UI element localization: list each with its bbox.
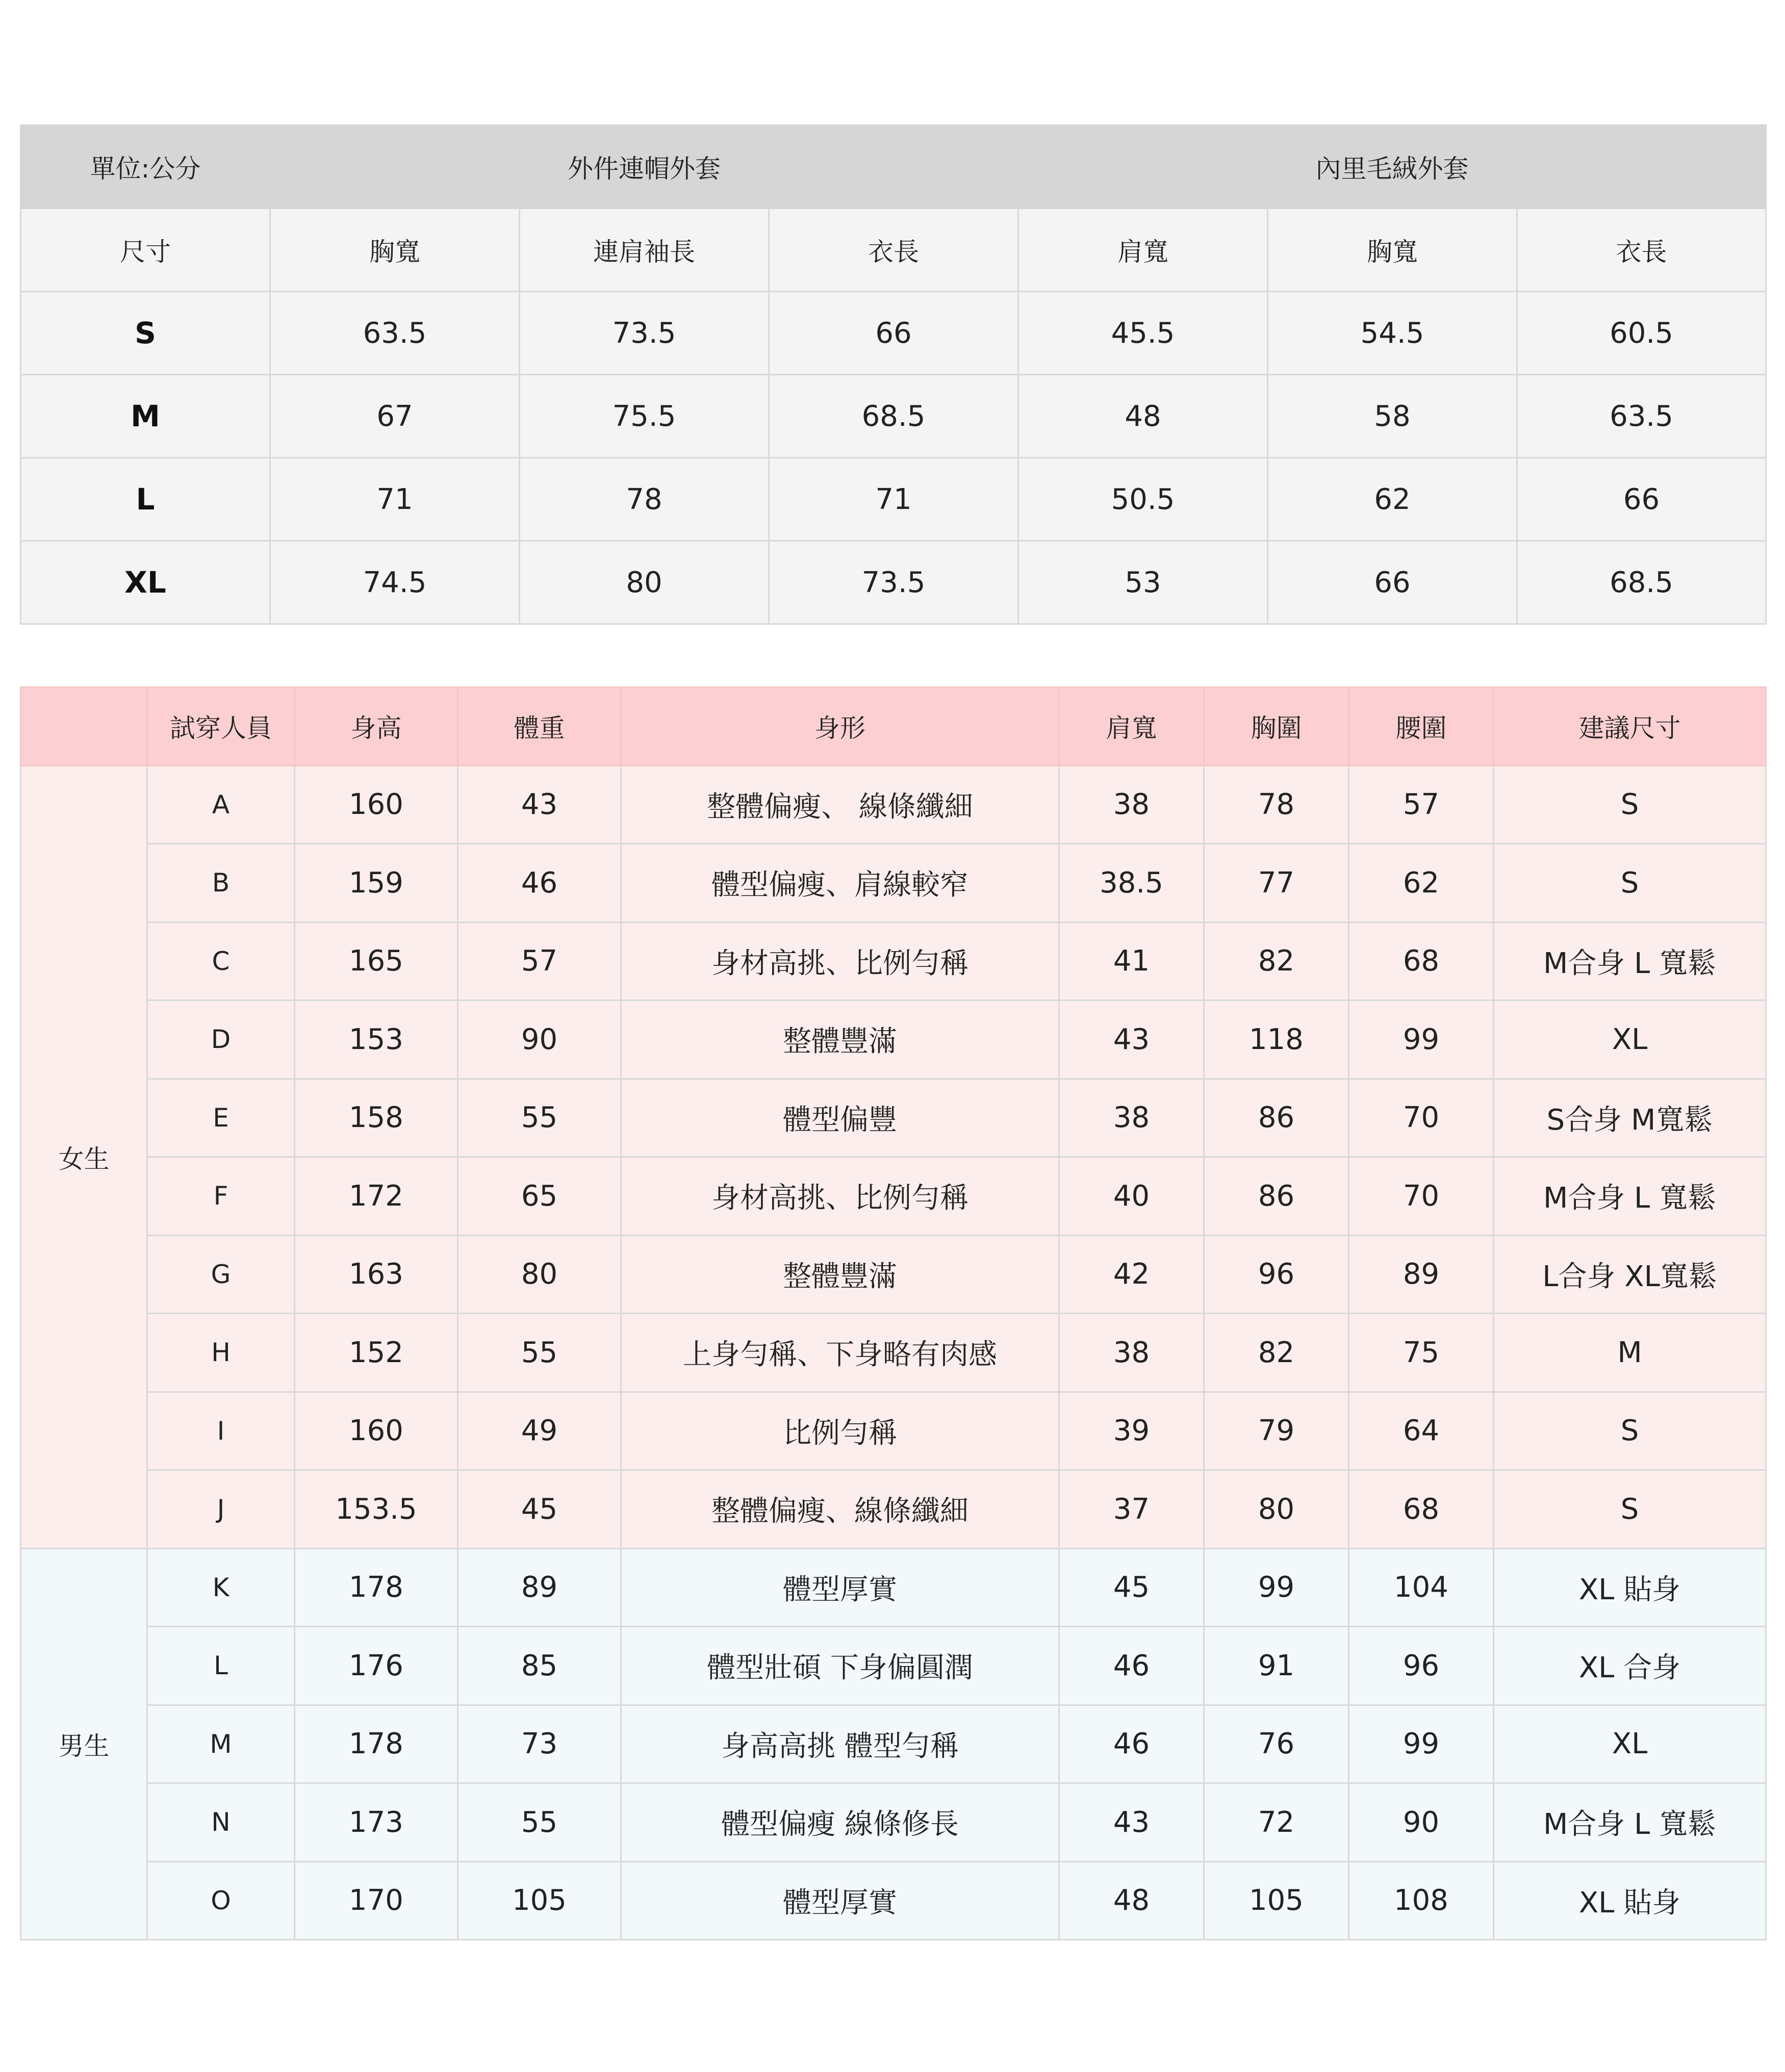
table-row bbox=[21, 1548, 1766, 1627]
column-header: 身形 bbox=[621, 687, 1059, 766]
table-cell: 66 bbox=[1268, 541, 1517, 624]
column-header: 尺寸 bbox=[21, 209, 270, 292]
table-cell: 58 bbox=[1268, 375, 1517, 458]
table-cell: 55 bbox=[458, 1079, 621, 1157]
tester-id: C bbox=[147, 922, 295, 1001]
table-row bbox=[21, 375, 1766, 458]
tester-id: H bbox=[147, 1314, 295, 1392]
table-cell: 66 bbox=[769, 292, 1018, 375]
tester-id: O bbox=[147, 1861, 295, 1940]
unit-label: 單位:公分 bbox=[21, 125, 270, 209]
table-row bbox=[21, 1079, 1766, 1157]
table-cell: S合身 M寬鬆 bbox=[1494, 1079, 1766, 1157]
table-cell: 90 bbox=[1349, 1783, 1494, 1862]
table-cell: M bbox=[1494, 1314, 1766, 1392]
table-cell: XL 貼身 bbox=[1494, 1548, 1766, 1627]
table-cell: 178 bbox=[295, 1548, 458, 1627]
tester-id: L bbox=[147, 1627, 295, 1705]
table-cell: 118 bbox=[1204, 1001, 1349, 1079]
table-cell: 176 bbox=[295, 1627, 458, 1705]
size-label: XL bbox=[21, 541, 270, 624]
table-cell: 68 bbox=[1349, 1470, 1494, 1549]
column-header: 肩寬 bbox=[1059, 687, 1204, 766]
table-cell: 45 bbox=[1059, 1548, 1204, 1627]
table-cell: 152 bbox=[295, 1314, 458, 1392]
table-cell: 體型偏豐 bbox=[621, 1079, 1059, 1157]
table-cell: 170 bbox=[295, 1861, 458, 1940]
table-cell: 76 bbox=[1204, 1705, 1349, 1783]
column-header: 衣長 bbox=[769, 209, 1018, 292]
table-cell: 65 bbox=[458, 1157, 621, 1236]
table-cell: 178 bbox=[295, 1705, 458, 1783]
table-cell: 體型偏瘦 線條修長 bbox=[621, 1783, 1059, 1862]
table-row bbox=[21, 1861, 1766, 1940]
column-header: 衣長 bbox=[1517, 209, 1766, 292]
table-cell: 42 bbox=[1059, 1235, 1204, 1314]
tester-id: G bbox=[147, 1235, 295, 1314]
table-cell: 82 bbox=[1204, 1314, 1349, 1392]
table-cell: 99 bbox=[1349, 1001, 1494, 1079]
table-cell: 91 bbox=[1204, 1627, 1349, 1705]
table-cell: 108 bbox=[1349, 1861, 1494, 1940]
table-cell: 63.5 bbox=[270, 292, 520, 375]
fitting-chart-header bbox=[21, 687, 1766, 766]
table-cell: 80 bbox=[1204, 1470, 1349, 1549]
table-cell: 79 bbox=[1204, 1392, 1349, 1470]
table-cell: 整體豐滿 bbox=[621, 1001, 1059, 1079]
table-cell: 66 bbox=[1517, 458, 1766, 541]
table-row bbox=[21, 1627, 1766, 1705]
column-header: 試穿人員 bbox=[147, 687, 295, 766]
table-cell: 163 bbox=[295, 1235, 458, 1314]
table-cell: 99 bbox=[1204, 1548, 1349, 1627]
table-row bbox=[21, 1235, 1766, 1314]
table-cell: 86 bbox=[1204, 1079, 1349, 1157]
size-chart-group-header bbox=[21, 125, 1766, 209]
table-cell: 46 bbox=[1059, 1705, 1204, 1783]
table-cell: XL bbox=[1494, 1001, 1766, 1079]
group-label-female: 女生 bbox=[21, 765, 147, 1548]
table-cell: 40 bbox=[1059, 1157, 1204, 1236]
table-cell: 48 bbox=[1059, 1861, 1204, 1940]
table-cell: XL bbox=[1494, 1705, 1766, 1783]
table-cell: 105 bbox=[1204, 1861, 1349, 1940]
table-cell: 整體偏瘦、線條纖細 bbox=[621, 1470, 1059, 1549]
column-header: 胸寬 bbox=[270, 209, 520, 292]
table-cell: 74.5 bbox=[270, 541, 520, 624]
column-header bbox=[21, 687, 147, 766]
table-cell: 62 bbox=[1268, 458, 1517, 541]
table-cell: 77 bbox=[1204, 844, 1349, 923]
table-row bbox=[21, 541, 1766, 624]
table-cell: 73 bbox=[458, 1705, 621, 1783]
column-header: 胸寬 bbox=[1268, 209, 1517, 292]
table-cell: M合身 L 寬鬆 bbox=[1494, 922, 1766, 1001]
table-cell: 37 bbox=[1059, 1470, 1204, 1549]
table-cell: 41 bbox=[1059, 922, 1204, 1001]
table-row bbox=[21, 458, 1766, 541]
table-cell: 72 bbox=[1204, 1783, 1349, 1862]
table-cell: 75 bbox=[1349, 1314, 1494, 1392]
column-header: 肩寬 bbox=[1018, 209, 1268, 292]
table-cell: 57 bbox=[458, 922, 621, 1001]
table-cell: 38 bbox=[1059, 765, 1204, 844]
table-cell: 45.5 bbox=[1018, 292, 1268, 375]
tester-id: I bbox=[147, 1392, 295, 1470]
table-cell: 64 bbox=[1349, 1392, 1494, 1470]
table-cell: 體型厚實 bbox=[621, 1548, 1059, 1627]
table-cell: 158 bbox=[295, 1079, 458, 1157]
table-cell: 身高高挑 體型勻稱 bbox=[621, 1705, 1059, 1783]
table-cell: 63.5 bbox=[1517, 375, 1766, 458]
tester-id: E bbox=[147, 1079, 295, 1157]
table-cell: 60.5 bbox=[1517, 292, 1766, 375]
table-cell: 173 bbox=[295, 1783, 458, 1862]
table-cell: 99 bbox=[1349, 1705, 1494, 1783]
table-cell: 整體偏瘦、 線條纖細 bbox=[621, 765, 1059, 844]
tester-id: F bbox=[147, 1157, 295, 1236]
table-cell: 46 bbox=[458, 844, 621, 923]
table-cell: 96 bbox=[1349, 1627, 1494, 1705]
tester-id: D bbox=[147, 1001, 295, 1079]
table-cell: 48 bbox=[1018, 375, 1268, 458]
table-cell: 68.5 bbox=[1517, 541, 1766, 624]
table-row bbox=[21, 844, 1766, 923]
tester-id: M bbox=[147, 1705, 295, 1783]
table-cell: 73.5 bbox=[520, 292, 769, 375]
table-cell: 68.5 bbox=[769, 375, 1018, 458]
table-cell: 165 bbox=[295, 922, 458, 1001]
table-cell: 38 bbox=[1059, 1079, 1204, 1157]
table-cell: 82 bbox=[1204, 922, 1349, 1001]
group-label-male: 男生 bbox=[21, 1548, 147, 1940]
table-cell: 54.5 bbox=[1268, 292, 1517, 375]
table-cell: S bbox=[1494, 765, 1766, 844]
table-cell: 62 bbox=[1349, 844, 1494, 923]
table-cell: 71 bbox=[769, 458, 1018, 541]
table-cell: 45 bbox=[458, 1470, 621, 1549]
tester-id: A bbox=[147, 765, 295, 844]
size-chart-table bbox=[20, 124, 1767, 625]
table-cell: 43 bbox=[1059, 1001, 1204, 1079]
table-cell: 體型壯碩 下身偏圓潤 bbox=[621, 1627, 1059, 1705]
group-inner-fleece: 內里毛絨外套 bbox=[1018, 125, 1766, 209]
table-cell: S bbox=[1494, 1470, 1766, 1549]
table-cell: 78 bbox=[1204, 765, 1349, 844]
table-cell: 105 bbox=[458, 1861, 621, 1940]
column-header: 連肩袖長 bbox=[520, 209, 769, 292]
tester-id: N bbox=[147, 1783, 295, 1862]
column-header: 胸圍 bbox=[1204, 687, 1349, 766]
column-header: 體重 bbox=[458, 687, 621, 766]
size-label: S bbox=[21, 292, 270, 375]
table-cell: S bbox=[1494, 844, 1766, 923]
table-cell: 71 bbox=[270, 458, 520, 541]
table-cell: 43 bbox=[1059, 1783, 1204, 1862]
table-cell: 身材高挑、比例勻稱 bbox=[621, 922, 1059, 1001]
table-cell: 比例勻稱 bbox=[621, 1392, 1059, 1470]
table-cell: 38.5 bbox=[1059, 844, 1204, 923]
size-label: L bbox=[21, 458, 270, 541]
column-header: 腰圍 bbox=[1349, 687, 1494, 766]
table-cell: 49 bbox=[458, 1392, 621, 1470]
table-cell: M合身 L 寬鬆 bbox=[1494, 1783, 1766, 1862]
column-header: 身高 bbox=[295, 687, 458, 766]
tester-id: B bbox=[147, 844, 295, 923]
tester-id: K bbox=[147, 1548, 295, 1627]
table-row bbox=[21, 765, 1766, 844]
column-header: 建議尺寸 bbox=[1494, 687, 1766, 766]
table-cell: 55 bbox=[458, 1314, 621, 1392]
table-cell: 153 bbox=[295, 1001, 458, 1079]
table-cell: 身材高挑、比例勻稱 bbox=[621, 1157, 1059, 1236]
table-cell: 體型偏瘦、肩線較窄 bbox=[621, 844, 1059, 923]
table-cell: 70 bbox=[1349, 1079, 1494, 1157]
table-row bbox=[21, 1392, 1766, 1470]
table-row bbox=[21, 1705, 1766, 1783]
table-cell: 104 bbox=[1349, 1548, 1494, 1627]
table-row bbox=[21, 1314, 1766, 1392]
size-chart-column-header bbox=[21, 209, 1766, 292]
table-cell: 43 bbox=[458, 765, 621, 844]
table-cell: 體型厚實 bbox=[621, 1861, 1059, 1940]
table-cell: 75.5 bbox=[520, 375, 769, 458]
table-cell: 38 bbox=[1059, 1314, 1204, 1392]
table-cell: 85 bbox=[458, 1627, 621, 1705]
table-row bbox=[21, 1783, 1766, 1862]
table-cell: 67 bbox=[270, 375, 520, 458]
table-cell: XL 合身 bbox=[1494, 1627, 1766, 1705]
table-cell: 86 bbox=[1204, 1157, 1349, 1236]
table-cell: 90 bbox=[458, 1001, 621, 1079]
size-label: M bbox=[21, 375, 270, 458]
table-cell: XL 貼身 bbox=[1494, 1861, 1766, 1940]
table-cell: 80 bbox=[458, 1235, 621, 1314]
table-cell: 89 bbox=[458, 1548, 621, 1627]
table-row bbox=[21, 292, 1766, 375]
table-cell: 46 bbox=[1059, 1627, 1204, 1705]
table-cell: 50.5 bbox=[1018, 458, 1268, 541]
table-cell: 73.5 bbox=[769, 541, 1018, 624]
table-cell: 172 bbox=[295, 1157, 458, 1236]
table-cell: 153.5 bbox=[295, 1470, 458, 1549]
tester-id: J bbox=[147, 1470, 295, 1549]
table-cell: L合身 XL寬鬆 bbox=[1494, 1235, 1766, 1314]
table-cell: 160 bbox=[295, 1392, 458, 1470]
table-cell: 80 bbox=[520, 541, 769, 624]
table-cell: 160 bbox=[295, 765, 458, 844]
table-cell: 96 bbox=[1204, 1235, 1349, 1314]
group-outer-jacket: 外件連帽外套 bbox=[270, 125, 1018, 209]
table-cell: 159 bbox=[295, 844, 458, 923]
table-cell: 53 bbox=[1018, 541, 1268, 624]
table-cell: 70 bbox=[1349, 1157, 1494, 1236]
table-row bbox=[21, 1470, 1766, 1549]
table-cell: 整體豐滿 bbox=[621, 1235, 1059, 1314]
table-cell: M合身 L 寬鬆 bbox=[1494, 1157, 1766, 1236]
fitting-chart-table bbox=[20, 686, 1767, 1940]
table-cell: 上身勻稱、下身略有肉感 bbox=[621, 1314, 1059, 1392]
table-row bbox=[21, 1157, 1766, 1236]
table-row bbox=[21, 922, 1766, 1001]
table-cell: S bbox=[1494, 1392, 1766, 1470]
table-cell: 39 bbox=[1059, 1392, 1204, 1470]
table-cell: 78 bbox=[520, 458, 769, 541]
table-cell: 89 bbox=[1349, 1235, 1494, 1314]
table-cell: 55 bbox=[458, 1783, 621, 1862]
table-row bbox=[21, 1001, 1766, 1079]
table-cell: 68 bbox=[1349, 922, 1494, 1001]
table-cell: 57 bbox=[1349, 765, 1494, 844]
